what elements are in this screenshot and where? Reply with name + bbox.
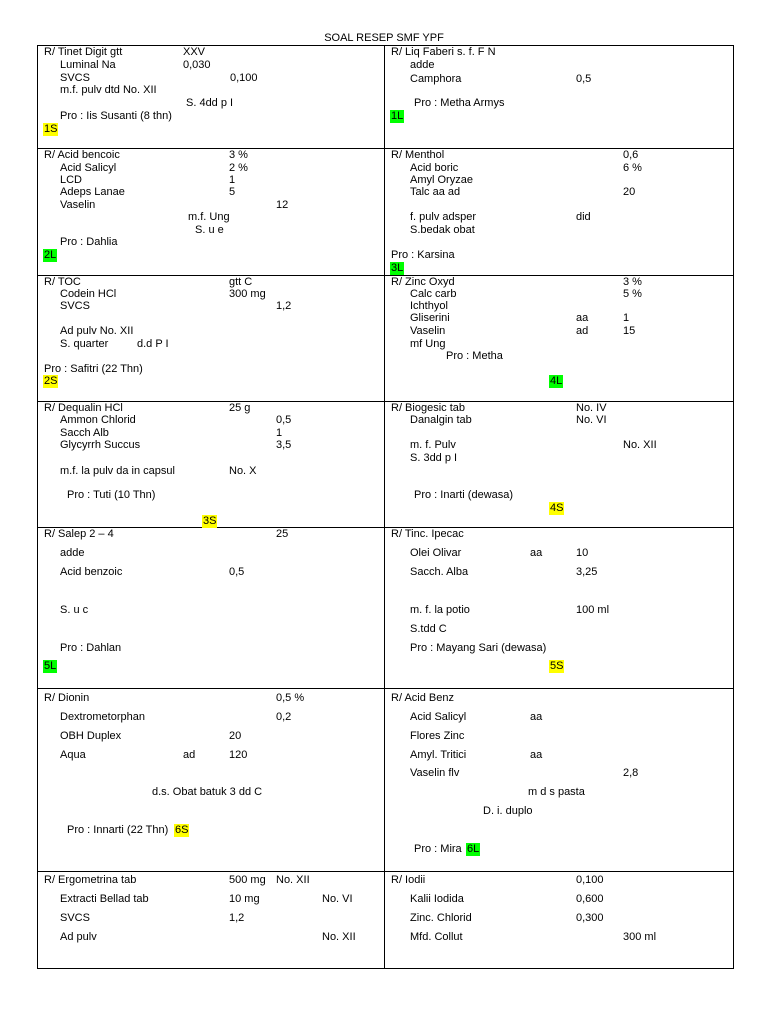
rx-line: Acid benzoic [60,566,123,578]
rx-patient: Pro : Metha Armys [414,97,505,109]
rx-line: SVCS [60,72,90,84]
rx-line: R/ Acid Benz [391,692,454,704]
rx-value: 10 [576,547,589,559]
rx-line: R/ Tinet Digit gtt [44,46,123,58]
rx-line: Acid boric [410,162,459,174]
rx-signa: S.tdd C [410,623,447,635]
rx-line: Vaselin flv [410,767,460,779]
rx-value: 300 ml [623,931,657,943]
code-badge: 4S [550,502,564,514]
rx-value: 100 ml [576,604,610,616]
rx-line: Ad pulv No. XII [60,325,134,337]
rx-value: 0,5 [229,566,245,578]
rx-qualifier: aa [530,711,543,723]
rx-line: R/ Menthol [391,149,445,161]
rx-line: m.f. la pulv da in capsul [60,465,175,477]
rx-qualifier: ad [576,325,589,337]
rx-value: 300 mg [229,288,266,300]
rx-line: Vaselin [410,325,446,337]
rx-line: Acid Salicyl [60,162,117,174]
rx-line: R/ Zinc Oxyd [391,276,455,288]
rx-signa: S. quarter [60,338,109,350]
rx-line: R/ Tinc. Ipecac [391,528,464,540]
rx-value: 3 % [229,149,248,161]
rx-signa: S. u e [195,224,224,236]
rx-line: f. pulv adsper [410,211,477,223]
code-badge: 4L [550,375,563,387]
code-badge: 5L [44,660,57,672]
rx-value: 500 mg [229,874,266,886]
rx-amount: No. VI [322,893,353,905]
code-badge: 6L [467,843,480,855]
rx-value: 2,8 [623,767,639,779]
rx-line: Adeps Lanae [60,186,125,198]
rx-line: Ammon Chlorid [60,414,136,426]
code-badge: 3S [203,515,217,527]
rx-amount: No. XII [276,874,310,886]
row-divider [37,401,734,402]
rx-line: Zinc. Chlorid [410,912,472,924]
rx-line: Olei Olivar [410,547,462,559]
rx-value: 3,25 [576,566,598,578]
rx-line: Aqua [60,749,86,761]
rx-value: 2 % [229,162,248,174]
code-badge: 2L [44,249,57,261]
rx-value: No. IV [576,402,607,414]
rx-qualifier: aa [530,749,543,761]
rx-line: R/ Ergometrina tab [44,874,137,886]
code-badge: 5S [550,660,564,672]
rx-signa: S. u c [60,604,89,616]
rx-line: m d s pasta [528,786,585,798]
page-title: SOAL RESEP SMF YPF [324,32,444,44]
rx-line: Talc aa ad [410,186,461,198]
code-badge: 6S [175,824,189,836]
rx-line: Acid Salicyl [410,711,467,723]
rx-value: 0,100 [576,874,604,886]
rx-line: Dextrometorphan [60,711,145,723]
rx-patient: Pro : Mira [414,843,462,855]
rx-patient: Pro : Dahlia [60,236,118,248]
rx-value: did [576,211,591,223]
rx-patient: Pro : Karsina [391,249,455,261]
code-badge: 2S [44,375,58,387]
rx-value: 15 [623,325,636,337]
rx-line: Danalgin tab [410,414,472,426]
rx-line: R/ Dequalin HCl [44,402,123,414]
rx-line: adde [60,547,85,559]
rx-patient: Pro : Inarti (dewasa) [414,489,514,501]
rx-value: 25 [276,528,289,540]
rx-value: 3 % [623,276,642,288]
rx-patient: Pro : Mayang Sari (dewasa) [410,642,547,654]
column-divider [384,45,385,969]
rx-line: R/ Salep 2 – 4 [44,528,114,540]
rx-line: Amyl Oryzae [410,174,473,186]
rx-line: R/ Dionin [44,692,90,704]
rx-line: Codein HCl [60,288,117,300]
rx-value: 0,600 [576,893,604,905]
rx-value: 0,5 [576,73,592,85]
rx-value: 0,2 [276,711,292,723]
rx-line: Sacch Alb [60,427,109,439]
rx-line: mf Ung [410,338,446,350]
rx-value: 1 [276,427,283,439]
rx-line: m. f. Pulv [410,439,456,451]
rx-line: R/ Acid bencoic [44,149,120,161]
rx-signa: S. 4dd p I [186,97,234,109]
rx-line: Calc carb [410,288,457,300]
row-divider [37,688,734,689]
rx-qualifier: aa [530,547,543,559]
rx-line: Ichthyol [410,300,448,312]
rx-line: R/ TOC [44,276,81,288]
rx-line: Kalii Iodida [410,893,464,905]
rx-line: Luminal Na [60,59,116,71]
rx-line: Sacch. Alba [410,566,469,578]
rx-value: 0,6 [623,149,639,161]
rx-line: OBH Duplex [60,730,122,742]
rx-line: Camphora [410,73,462,85]
rx-patient: Pro : Iis Susanti (8 thn) [60,110,172,122]
rx-line: m.f. Ung [188,211,230,223]
rx-line: R/ Biogesic tab [391,402,465,414]
row-divider [37,527,734,528]
rx-value: 0,300 [576,912,604,924]
rx-line: adde [410,59,435,71]
rx-value: 20 [623,186,636,198]
rx-value: 0,5 % [276,692,305,704]
rx-line: LCD [60,174,83,186]
rx-line: Gliserini [410,312,450,324]
rx-signa-dose: d.d P I [137,338,169,350]
rx-amount: No. XII [322,931,356,943]
row-divider [37,871,734,872]
rx-signa: S. 3dd p I [410,452,458,464]
code-badge: 3L [391,262,404,274]
rx-patient: Pro : Dahlan [60,642,122,654]
rx-patient: Pro : Innarti (22 Thn) [67,824,169,836]
rx-patient: Pro : Safitri (22 Thn) [44,363,143,375]
rx-patient: Pro : Tuti (10 Thn) [67,489,156,501]
rx-value: 0,100 [230,72,258,84]
rx-value: XXV [183,46,206,58]
rx-line: m.f. pulv dtd No. XII [60,84,157,96]
rx-value: 3,5 [276,439,292,451]
rx-value: 12 [276,199,289,211]
rx-value: 1,2 [229,912,245,924]
rx-value: 1 [229,174,236,186]
rx-qualifier: aa [576,312,589,324]
rx-line: m. f. la potio [410,604,470,616]
rx-signa: d.s. Obat batuk 3 dd C [152,786,263,798]
rx-value: 1 [623,312,630,324]
rx-line: R/ Iodii [391,874,426,886]
rx-line: Glycyrrh Succus [60,439,141,451]
rx-value: 25 g [229,402,251,414]
rx-value: No. X [229,465,257,477]
rx-value: 6 % [623,162,642,174]
rx-value: 10 mg [229,893,260,905]
rx-value: No. XII [623,439,657,451]
rx-value: 0,5 [276,414,292,426]
rx-value: 5 [229,186,236,198]
rx-qualifier: ad [183,749,196,761]
rx-line: Flores Zinc [410,730,465,742]
rx-value: gtt C [229,276,253,288]
code-badge: 1L [391,110,404,122]
rx-signa: S.bedak obat [410,224,475,236]
rx-line: Mfd. Collut [410,931,463,943]
rx-line: Extracti Bellad tab [60,893,149,905]
rx-line: Ad pulv [60,931,97,943]
rx-value: 1,2 [276,300,292,312]
rx-line: SVCS [60,300,90,312]
rx-line: Amyl. Tritici [410,749,467,761]
rx-value: 120 [229,749,248,761]
rx-line: R/ Liq Faberi s. f. F N [391,46,496,58]
rx-line: Vaselin [60,199,96,211]
rx-value: 5 % [623,288,642,300]
rx-patient: Pro : Metha [446,350,503,362]
rx-line: SVCS [60,912,90,924]
code-badge: 1S [44,123,58,135]
rx-value: No. VI [576,414,607,426]
rx-value: 0,030 [183,59,211,71]
rx-value: 20 [229,730,242,742]
rx-signa: D. i. duplo [483,805,533,817]
